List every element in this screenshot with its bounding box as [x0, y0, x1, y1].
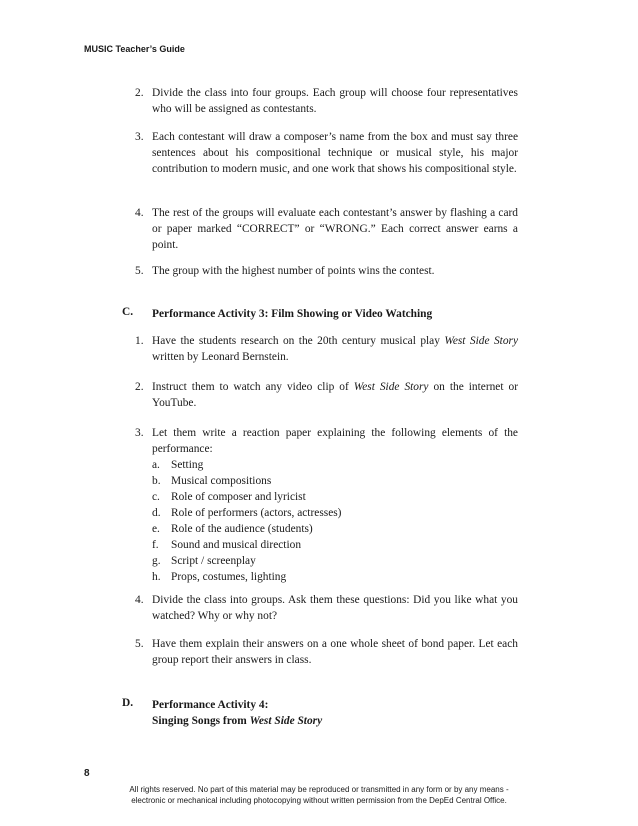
item-text: Divide the class into four groups. Each group will choose four representatives who will be assigned as contestants.	[152, 87, 518, 115]
item-number: 3.	[135, 131, 144, 143]
sub-list-item: f. Sound and musical direction	[152, 539, 302, 551]
item-number: 2.	[135, 381, 144, 393]
list-item	[135, 129, 518, 177]
list-item	[135, 636, 518, 668]
sub-list	[152, 457, 518, 585]
item-text: Have the students research on the 20th century musical play	[152, 335, 445, 347]
list-item	[135, 263, 518, 279]
list-item	[135, 333, 519, 365]
list-item	[135, 592, 518, 624]
sub-list-item: b. Musical compositions	[152, 475, 272, 487]
item-text: on the internet or YouTube.	[152, 381, 518, 409]
item-text: Instruct them to watch any video clip of	[152, 381, 354, 393]
list-item	[135, 85, 518, 117]
item-text: The rest of the groups will evaluate each contestant’s answer by flashing a card or paper marked “CORRECT” or “WRONG.” Each correct answer earns a point.	[152, 207, 518, 251]
list-item	[135, 379, 518, 411]
item-number: 1.	[135, 335, 144, 347]
running-header: MUSIC Teacher’s Guide	[84, 44, 185, 54]
item-number: 2.	[135, 87, 144, 99]
sub-list-item: h. Props, costumes, lighting	[152, 571, 287, 583]
sub-list-item: g. Script / screenplay	[152, 555, 256, 567]
page-number: 8	[84, 768, 90, 779]
item-emphasis: West Side Story	[444, 335, 519, 347]
sub-list-item: c. Role of composer and lyricist	[152, 491, 306, 503]
section-letter: D.	[122, 697, 134, 709]
item-number: 4.	[135, 207, 144, 219]
section-title-line: Singing Songs from West Side Story	[152, 715, 323, 727]
item-text: written by Leonard Bernstein.	[152, 351, 289, 363]
item-number: 5.	[135, 265, 144, 277]
section-title	[152, 697, 322, 729]
footer-line: All rights reserved. No part of this material may be reproduced or transmitted in any form or by any means -	[129, 785, 509, 794]
section-letter: C.	[122, 306, 134, 318]
item-number: 5.	[135, 638, 144, 650]
item-text: The group with the highest number of points wins the contest.	[152, 265, 435, 277]
item-text: Let them write a reaction paper explaining the following elements of the performance:	[152, 427, 518, 455]
section-title-emphasis: West Side Story	[249, 715, 323, 727]
copyright-footer	[84, 784, 554, 806]
list-item	[135, 425, 518, 585]
sub-list-item: d. Role of performers (actors, actresses)	[152, 507, 342, 519]
item-number: 3.	[135, 427, 144, 439]
item-text: Have them explain their answers on a one whole sheet of bond paper. Let each group report their answers in class.	[152, 638, 518, 666]
sub-list-item: e. Role of the audience (students)	[152, 523, 313, 535]
list-item	[135, 205, 518, 253]
item-emphasis: West Side Story	[353, 381, 429, 393]
item-text: Divide the class into groups. Ask them these questions: Did you like what you watched? Why or why not?	[152, 594, 518, 622]
footer-line: electronic or mechanical including photocopying without written permission from the DepEd Central Office.	[131, 796, 507, 805]
sub-list-item: a. Setting	[152, 459, 204, 471]
item-number: 4.	[135, 594, 144, 606]
section-title-line: Performance Activity 4:	[152, 699, 269, 711]
item-text: Each contestant will draw a composer’s name from the box and must say three sentences about his compositional technique or musical style, his major contribution to modern music, and one work that shows his compositional style.	[152, 131, 518, 175]
section-title: Performance Activity 3: Film Showing or Video Watching	[152, 308, 433, 320]
